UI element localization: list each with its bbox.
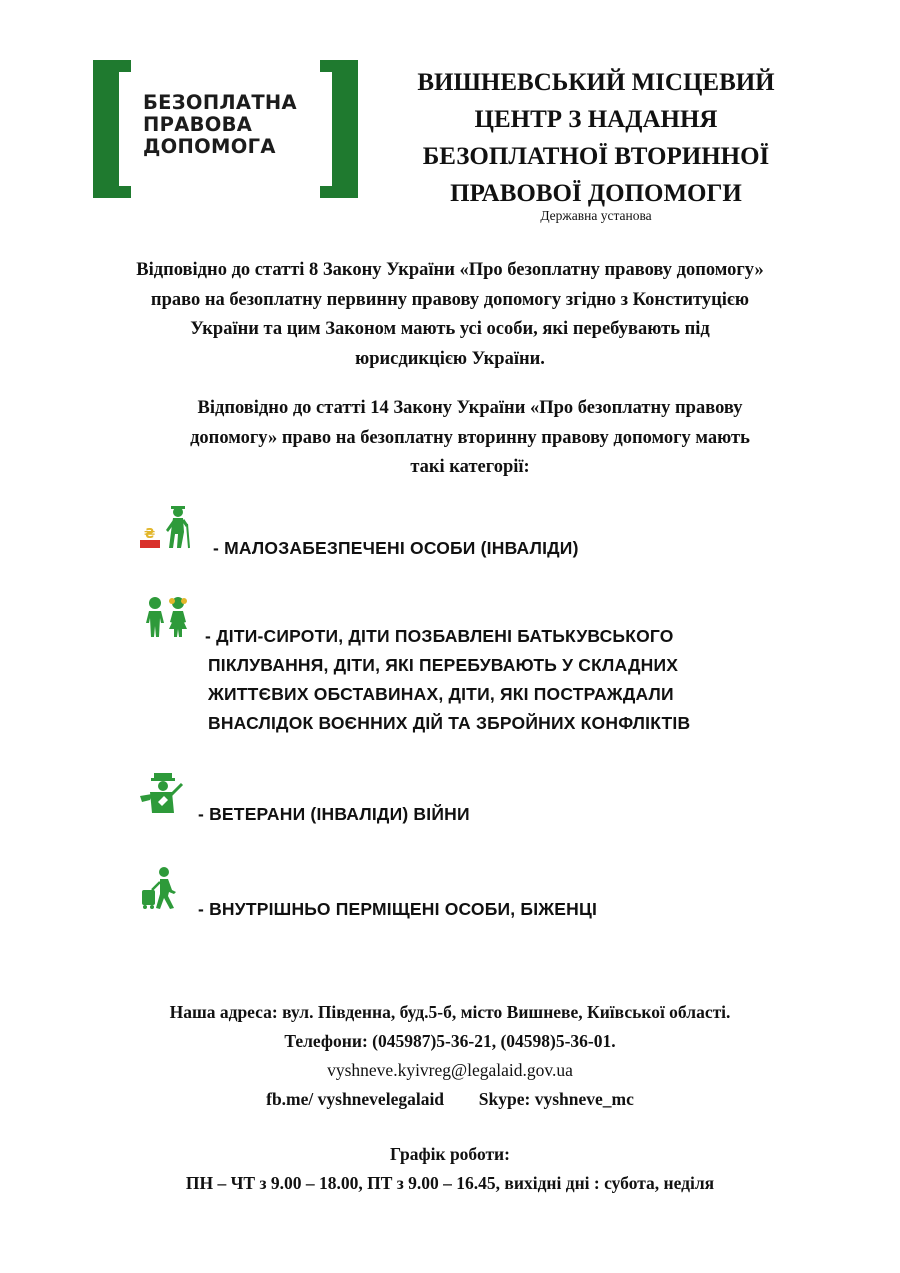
children-icon — [140, 596, 196, 638]
category-line: ЖИТТЄВИХ ОБСТАВИНАХ, ДІТИ, ЯКІ ПОСТРАЖДАЛИ — [208, 684, 674, 704]
organization-subtitle: Державна установа — [540, 208, 652, 223]
skype-contact[interactable]: Skype: vyshneve_mc — [478, 1089, 634, 1109]
schedule-hours: ПН – ЧТ з 9.00 – 18.00, ПТ з 9.00 – 16.45, вихідні дні : субота, неділя — [185, 1173, 715, 1193]
facebook-link[interactable]: fb.me/ vyshnevelegalaid — [266, 1089, 445, 1109]
schedule — [0, 1140, 900, 1198]
intro-paragraph-1 — [40, 256, 860, 374]
category-line: - ВЕТЕРАНИ (ІНВАЛІДИ) ВІЙНИ — [198, 804, 470, 824]
category-veterans — [198, 800, 470, 829]
paragraph-line: право на безоплатну первинну правову допомогу згідно з Конституцією — [150, 289, 750, 310]
paragraph-line: України та цим Законом мають усі особи, які перебувають під — [190, 319, 710, 339]
logo-line: ДОПОМОГА — [143, 135, 276, 158]
title-line: ПРАВОВОЇ ДОПОМОГИ — [450, 180, 742, 207]
title-line: ВИШНЕВСЬКИЙ МІСЦЕВИЙ — [417, 69, 775, 96]
logo — [93, 60, 358, 198]
logo-line: ПРАВОВА — [143, 113, 253, 136]
svg-text:₴: ₴ — [144, 527, 156, 542]
displaced-person-icon — [138, 866, 182, 910]
contacts — [0, 998, 900, 1114]
schedule-title: Графік роботи: — [390, 1144, 510, 1164]
title-line: ЦЕНТР З НАДАННЯ — [474, 106, 718, 133]
title-line: БЕЗОПЛАТНОЇ ВТОРИННОЇ — [422, 143, 770, 170]
organization-title — [386, 64, 806, 212]
social-links — [0, 1085, 900, 1114]
intro-paragraph-2 — [70, 394, 870, 483]
category-children — [205, 622, 690, 738]
email-link[interactable]: vyshneve.kyivreg@legalaid.gov.ua — [327, 1060, 573, 1080]
war-veteran-icon — [138, 772, 184, 814]
category-line: - МАЛОЗАБЕЗПЕЧЕНІ ОСОБИ (ІНВАЛІДИ) — [213, 538, 579, 558]
address: Наша адреса: вул. Південна, буд.5-б, місто Вишневе, Київської області. — [169, 1002, 731, 1022]
paragraph-line: юрисдикцією України. — [355, 348, 545, 369]
category-displaced — [198, 895, 597, 924]
category-line: ВНАСЛІДОК ВОЄННИХ ДІЙ ТА ЗБРОЙНИХ КОНФЛІКТІВ — [208, 713, 691, 733]
logo-line: БЕЗОПЛАТНА — [143, 91, 297, 114]
paragraph-line: такі категорії: — [410, 457, 530, 477]
paragraph-line: допомогу» право на безоплатну вторинну правову допомогу мають — [190, 427, 750, 448]
low-income-disabled-icon — [140, 506, 192, 550]
category-line: ПІКЛУВАННЯ, ДІТИ, ЯКІ ПЕРЕБУВАЮТЬ У СКЛАДНИХ — [208, 655, 679, 675]
category-line: - ДІТИ-СИРОТИ, ДІТИ ПОЗБАВЛЕНІ БАТЬКУВСЬКОГО — [205, 626, 674, 646]
phones: Телефони: (045987)5-36-21, (04598)5-36-01. — [284, 1031, 616, 1051]
logo-bracket-right — [320, 60, 358, 198]
logo-text — [143, 92, 313, 158]
paragraph-line: Відповідно до статті 14 Закону України «Про безоплатну правову — [197, 398, 743, 418]
category-line: - ВНУТРІШНЬО ПЕРМІЩЕНІ ОСОБИ, БІЖЕНЦІ — [198, 899, 598, 919]
category-low-income — [213, 534, 579, 563]
logo-bracket-left — [93, 60, 131, 198]
paragraph-line: Відповідно до статті 8 Закону України «Про безоплатну правову допомогу» — [136, 260, 764, 280]
